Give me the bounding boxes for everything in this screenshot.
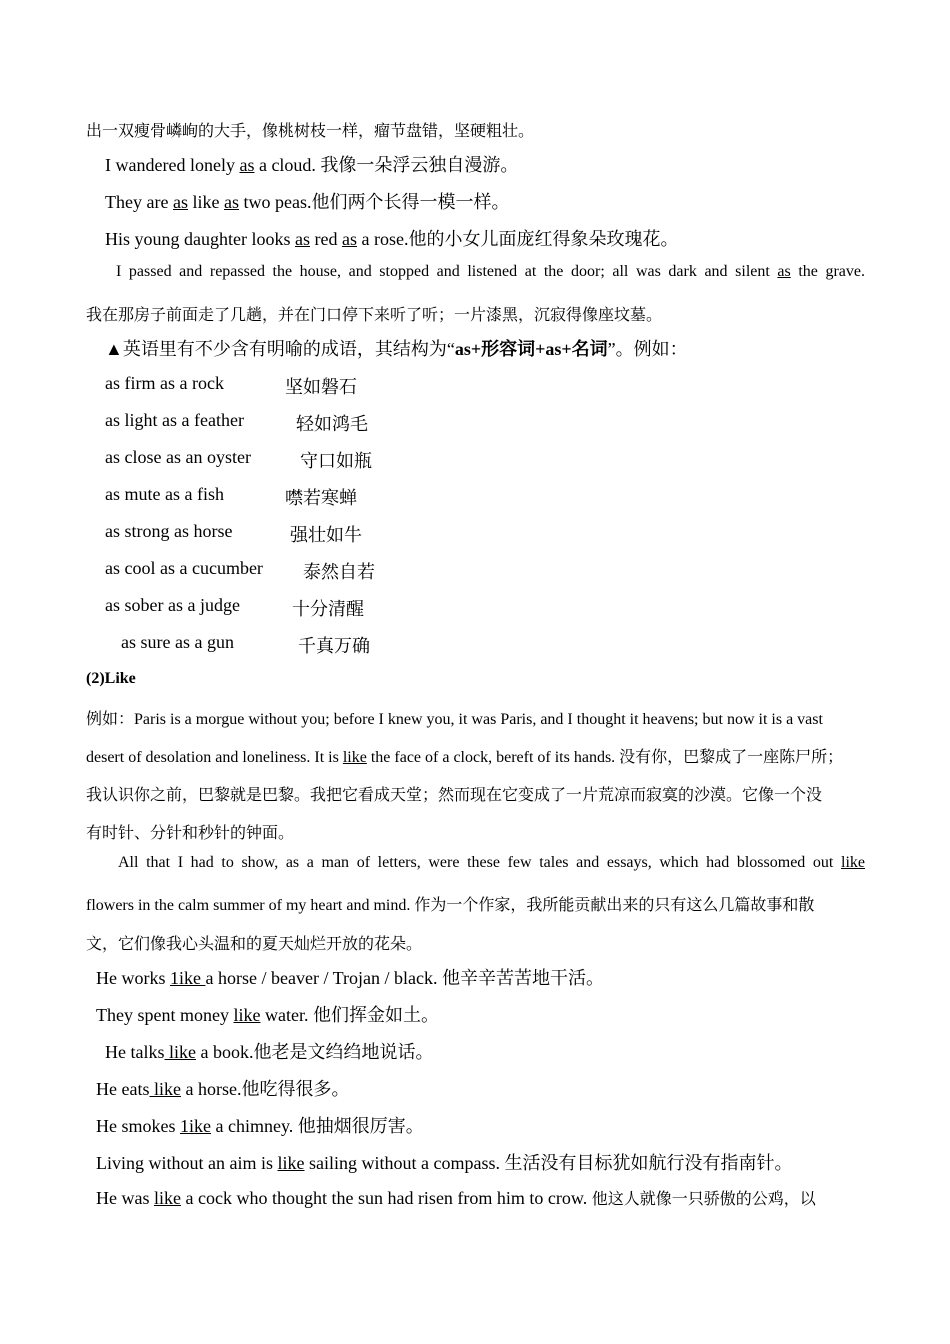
idiom-en: as mute as a fish [105, 484, 224, 504]
keyword-like: 1ike [170, 968, 206, 988]
paris-line-1: 例如：Paris is a morgue without you; before I knew you, it was Paris, and I thought it heavens; but now it is a vast [86, 711, 823, 728]
idiom-structure: as+形容词+as+名词 [454, 339, 608, 359]
letters-line-2: flowers in the calm summer of my heart and mind. 作为一个作家，我所能贡献出来的只有这么几篇故事和散 [86, 897, 815, 914]
keyword-as: as [239, 155, 255, 175]
like-example-3: He talks like a book.他老是文绉绉地说话。 [105, 1042, 434, 1062]
idiom-en: as sure as a gun [121, 632, 234, 652]
paris-line-4: 有时针、分针和秒针的钟面。 [86, 825, 295, 842]
keyword-like: like [277, 1153, 305, 1173]
paris-line-3: 我认识你之前，巴黎就是巴黎。我把它看成天堂；然而现在它变成了一片荒凉而寂寞的沙漠。它像一个没 [86, 787, 823, 804]
like-example-7: He was like a cock who thought the sun had risen from him to crow. 他这人就像一只骄傲的公鸡，以 [96, 1188, 816, 1208]
intro-line: 出一双瘦骨嶙峋的大手，像桃树枝一样，瘤节盘错，坚硬粗壮。 [86, 123, 535, 140]
idiom-zh: 守口如瓶 [300, 451, 372, 471]
idiom-zh: 十分清醒 [292, 599, 364, 619]
idiom-zh: 千真万确 [298, 636, 370, 656]
keyword-like: 1ike [180, 1116, 211, 1136]
as-example-1: I wandered lonely as a cloud. 我像一朵浮云独自漫游。 [105, 155, 519, 175]
letters-line-3: 文，它们像我心头温和的夏天灿烂开放的花朵。 [86, 936, 423, 953]
as-example-2: They are as like as two peas.他们两个长得一模一样。 [105, 192, 510, 212]
idiom-zh: 噤若寒蝉 [285, 488, 357, 508]
keyword-as: as [172, 192, 188, 212]
like-example-1: He works 1ike a horse / beaver / Trojan / black. 他辛辛苦苦地干活。 [96, 968, 604, 988]
like-heading: (2)Like [86, 670, 136, 687]
keyword-like: like [149, 1079, 181, 1099]
like-example-4: He eats like a horse.他吃得很多。 [96, 1079, 350, 1099]
keyword-like: like [233, 1005, 261, 1025]
as-example-3: His young daughter looks as red as a rose.他的小女儿面庞红得象朵玫瑰花。 [105, 229, 679, 249]
like-example-2: They spent money like water. 他们挥金如土。 [96, 1005, 439, 1025]
letters-line-1: All that I had to show, as a man of letters, were these few tales and essays, which had blossomed out like [118, 854, 866, 871]
idiom-en: as light as a feather [105, 410, 244, 430]
idiom-zh: 坚如磐石 [285, 377, 357, 397]
idiom-en: as strong as horse [105, 521, 233, 541]
keyword-like: like [841, 854, 866, 871]
keyword-like: like [342, 749, 367, 766]
grave-chinese: 我在那房子前面走了几趟，并在门口停下来听了听；一片漆黑，沉寂得像座坟墓。 [86, 307, 663, 324]
like-example-6: Living without an aim is like sailing without a compass. 生活没有目标犹如航行没有指南针。 [96, 1153, 793, 1173]
idiom-en: as sober as a judge [105, 595, 240, 615]
idiom-zh: 泰然自若 [303, 562, 375, 582]
idiom-zh: 强壮如牛 [290, 525, 362, 545]
keyword-as: as [223, 192, 239, 212]
idiom-en: as close as an oyster [105, 447, 251, 467]
idiom-en: as cool as a cucumber [105, 558, 263, 578]
keyword-as: as [294, 229, 310, 249]
keyword-like: like [153, 1188, 181, 1208]
keyword-like: like [164, 1042, 196, 1062]
grave-english: I passed and repassed the house, and stopped and listened at the door; all was dark and silent as the grave. [116, 263, 865, 280]
keyword-as: as [341, 229, 357, 249]
paris-line-2: desert of desolation and loneliness. It is like the face of a clock, bereft of its hands. 没有你，巴黎成了一座陈尸所； [86, 749, 844, 766]
keyword-as: as [777, 263, 791, 280]
idiom-en: as firm as a rock [105, 373, 224, 393]
idiom-heading: ▲英语里有不少含有明喻的成语，其结构为“as+形容词+as+名词”。例如： [105, 339, 688, 359]
idiom-zh: 轻如鸿毛 [296, 414, 368, 434]
like-example-5: He smokes 1ike a chimney. 他抽烟很厉害。 [96, 1116, 424, 1136]
